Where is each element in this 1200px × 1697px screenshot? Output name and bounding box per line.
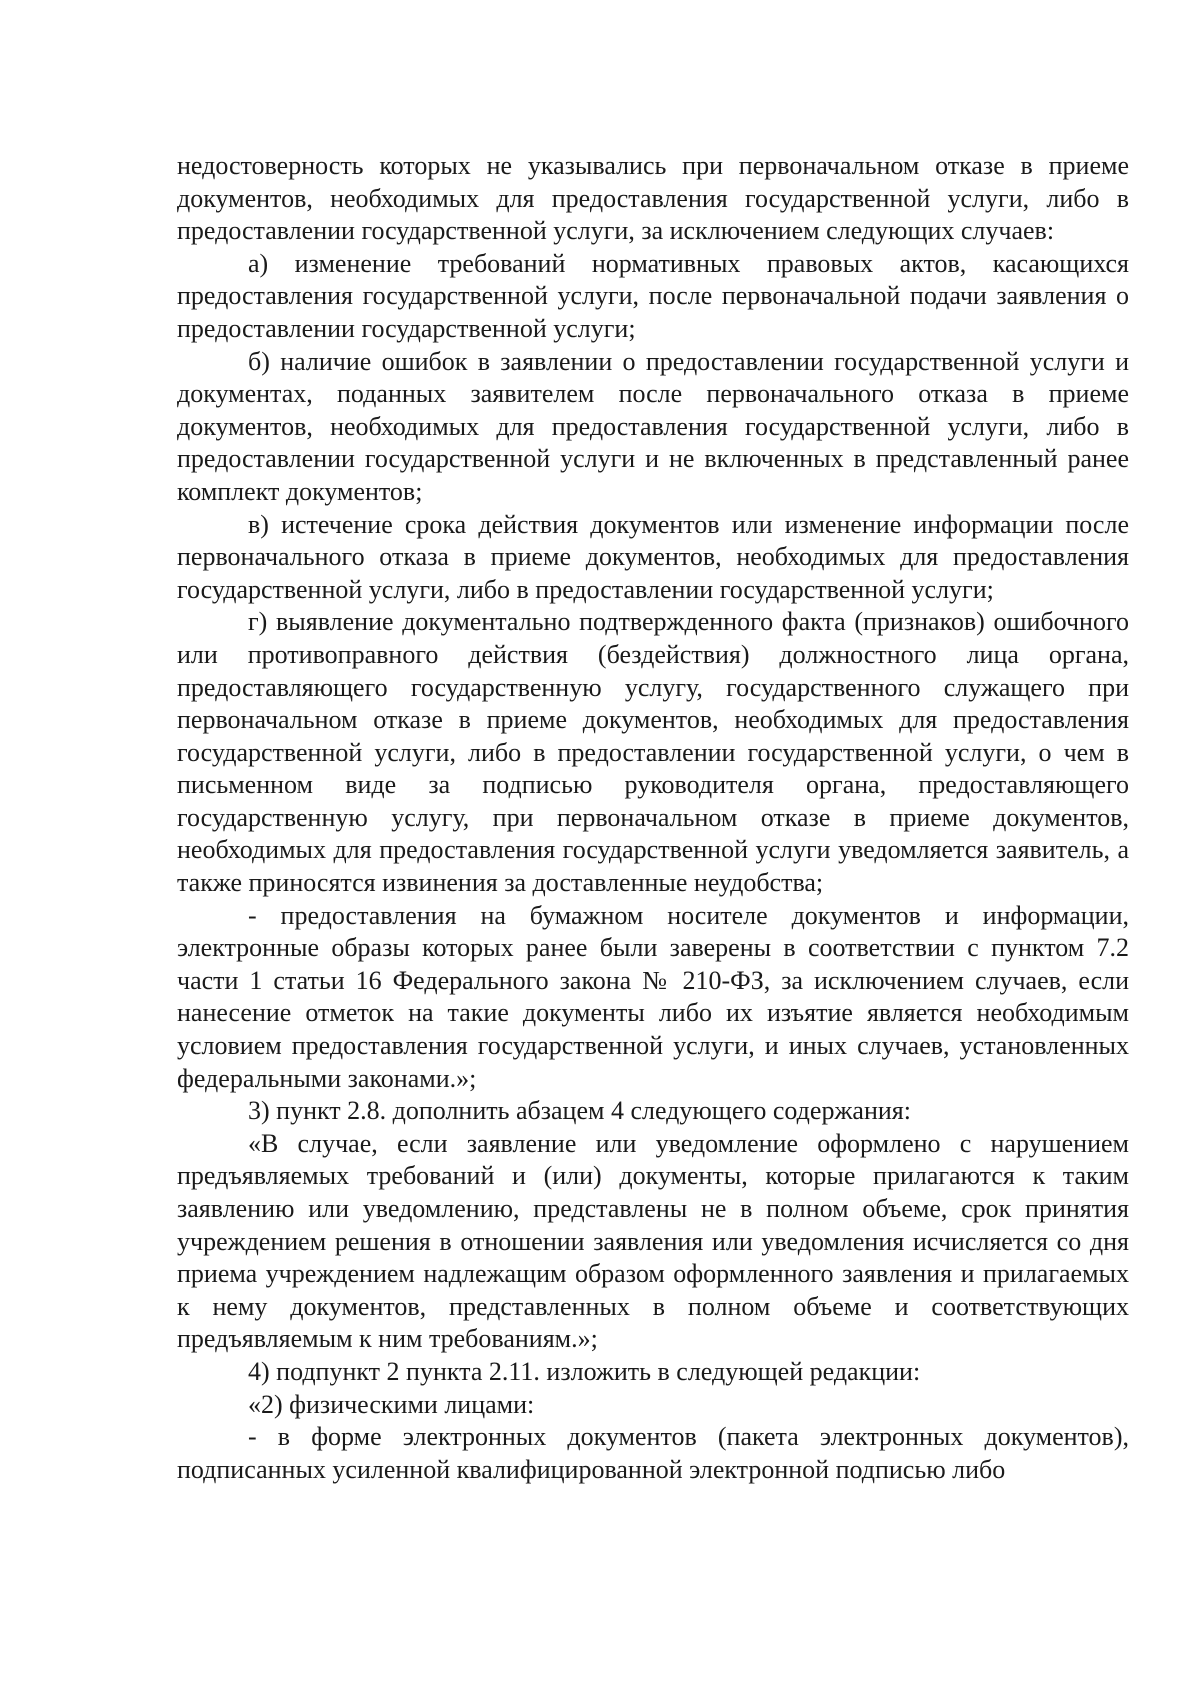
paragraph-item-a: а) изменение требований нормативных правовых актов, касающихся предоставления государственной услуги, после первоначальной подачи заявления о предоставлении государственной услуги; bbox=[177, 248, 1129, 343]
paragraph-item-v: в) истечение срока действия документов или изменение информации после первоначального отказа в приеме документов, необходимых для предоставления государственной услуги, либо в предоставлении государственной услуги; bbox=[177, 509, 1129, 604]
paragraph-continuation: недостоверность которых не указывались при первоначальном отказе в приеме документов, необходимых для предоставления государственной услуги, либо в предоставлении государственной услуги, за исключением следующих случаев: bbox=[177, 151, 1129, 246]
paragraph-item-b: б) наличие ошибок в заявлении о предоставлении государственной услуги и документах, поданных заявителем после первоначального отказа в приеме документов, необходимых для предоставления государственной услуги, либо в предоставлении государственной услуги и не включенных в представленный ранее комплект документов; bbox=[177, 346, 1129, 506]
paragraph-electronic-documents: - в форме электронных документов (пакета электронных документов), подписанных усиленной квалифицированной электронной подписью либо bbox=[177, 1422, 1129, 1484]
paragraph-quote-2: «2) физическими лицами: bbox=[248, 1389, 535, 1419]
paragraph-item-3: 3) пункт 2.8. дополнить абзацем 4 следующего содержания: bbox=[248, 1096, 911, 1126]
paragraph-paper-documents: - предоставления на бумажном носителе документов и информации, электронные образы которых ранее были заверены в соответствии с пунктом 7.2 части 1 статьи 16 Федерального закона № 210-ФЗ, за исключением случаев, если нанесение отметок на такие документы либо их изъятие является необходимым условием предоставления государственной услуги, и иных случаев, установленных федеральными законами.»; bbox=[177, 900, 1129, 1093]
paragraph-item-4: 4) подпункт 2 пункта 2.11. изложить в следующей редакции: bbox=[248, 1356, 921, 1386]
paragraph-item-g: г) выявление документально подтвержденного факта (признаков) ошибочного или противоправного действия (бездействия) должностного лица органа, предоставляющего государственную услугу, государственного служащего при первоначальном отказе в приеме документов, необходимых для предоставления государственной услуги, либо в предоставлении государственной услуги, о чем в письменном виде за подписью руководителя органа, предоставляющего государственную услугу, при первоначальном отказе в приеме документов, необходимых для предоставления государственной услуги уведомляется заявитель, а также приносятся извинения за доставленные неудобства; bbox=[177, 607, 1129, 898]
document-body bbox=[177, 150, 1129, 1486]
paragraph-quote-2-8: «В случае, если заявление или уведомление оформлено с нарушением предъявляемых требований и (или) документы, которые прилагаются к таким заявлению или уведомлению, представлены не в полном объеме, срок принятия учреждением решения в отношении заявления или уведомления исчисляется со дня приема учреждением надлежащим образом оформленного заявления и прилагаемых к нему документов, представленных в полном объеме и соответствующих предъявляемым к ним требованиям.»; bbox=[177, 1128, 1129, 1354]
